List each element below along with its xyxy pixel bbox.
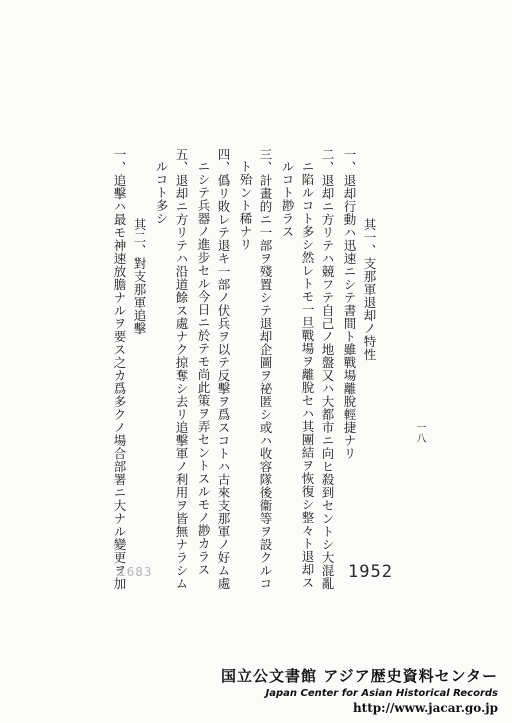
- text-column: ルコト多シ: [154, 160, 169, 225]
- archive-name-jp: 国立公文書館 アジア歴史資料センター: [220, 667, 498, 685]
- text-column: 三、計畫的ニ一部ヲ殘置シテ退却企圖ヲ祕匿シ或ハ收容隊後衞等ヲ設クルコ: [258, 148, 273, 590]
- section-heading-1: 其一、支那軍退却ノ特性: [362, 218, 377, 361]
- text-column: ニ陷ルコト多シ然レトモ一旦戰場ヲ離脫セハ其團結ヲ恢復シ整々ト退却ス: [300, 160, 315, 589]
- text-column: ニシテ兵器ノ進步セル今日ニ於テモ尚此策ヲ弄セントスルモノ尠カラス: [196, 160, 211, 576]
- text-column: ルコト尠ラス: [280, 160, 295, 238]
- text-column: 二、退却ニ方リテハ競フテ自己ノ地盤又ハ大都市ニ向ヒ殺到セントシ大混亂: [320, 148, 335, 590]
- faint-archive-number: 1683: [118, 565, 153, 579]
- text-column: 一、退却行動ハ迅速ニシテ書間ト雖戰場離脫輕捷ナリ: [342, 148, 357, 460]
- serial-number: 1952: [348, 562, 393, 582]
- archive-footer: [221, 665, 498, 715]
- text-column: 五、退却ニ方リテハ沿道餘ス處ナク掠奪シ去リ追擊軍ノ利用ヲ皆無ナラシム: [174, 148, 189, 590]
- text-column: ト殆ント稀ナリ: [238, 160, 253, 251]
- section-heading-2: 其二、對支那軍追擊: [132, 218, 147, 335]
- text-column: 一、追擊ハ最モ神速放膽ナルヲ要ス之カ爲多クノ場合部署ニ大ナル變更ヲ加: [112, 148, 127, 590]
- archive-url: http://www.jacar.go.jp: [352, 701, 498, 715]
- archive-name-en: Japan Center for Asian Historical Records: [265, 688, 498, 699]
- text-column: 四、僞リ敗レテ退キ一部ノ伏兵ヲ以テ反擊ヲ爲スコトハ古來支那軍ノ好ム處: [216, 148, 231, 590]
- page-folio: 一八: [414, 422, 425, 444]
